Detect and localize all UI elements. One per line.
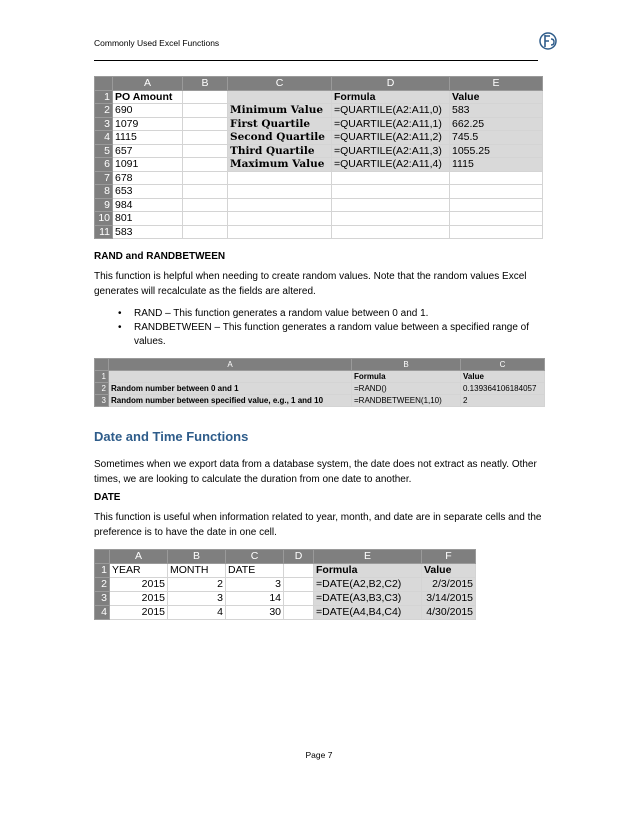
cell[interactable]: Second Quartile — [228, 131, 332, 145]
column-header-d[interactable]: D — [284, 550, 314, 564]
cell[interactable] — [228, 212, 332, 226]
column-header-a[interactable]: A — [109, 359, 352, 371]
table-row — [95, 90, 543, 104]
table-row — [95, 371, 545, 383]
cell[interactable]: 0.139364106184057 — [461, 383, 545, 395]
cell[interactable] — [450, 212, 543, 226]
table-row — [95, 578, 476, 592]
header-title: Commonly Used Excel Functions — [94, 38, 220, 48]
select-all-corner[interactable] — [95, 77, 113, 91]
cell[interactable] — [183, 171, 228, 185]
select-all-corner[interactable] — [95, 550, 110, 564]
column-header-a[interactable]: A — [110, 550, 168, 564]
table-row — [95, 383, 545, 395]
table-row — [95, 225, 543, 239]
column-header-c[interactable]: C — [226, 550, 284, 564]
cell[interactable]: =QUARTILE(A2:A11,0) — [332, 104, 450, 118]
cell[interactable] — [183, 90, 228, 104]
page-number: Page 7 — [305, 750, 333, 760]
cell[interactable] — [332, 212, 450, 226]
cell[interactable]: Formula — [314, 564, 422, 578]
cell[interactable] — [183, 198, 228, 212]
cell[interactable] — [228, 90, 332, 104]
cell[interactable]: Value — [422, 564, 476, 578]
table-row — [95, 564, 476, 578]
cell[interactable] — [284, 592, 314, 606]
cell[interactable] — [228, 185, 332, 199]
cell[interactable]: First Quartile — [228, 117, 332, 131]
column-header-b[interactable]: B — [352, 359, 461, 371]
cell[interactable]: 2/3/2015 — [422, 578, 476, 592]
cell[interactable]: 657 — [113, 144, 183, 158]
cell[interactable]: 1079 — [113, 117, 183, 131]
row-header[interactable]: 7 — [95, 171, 113, 185]
column-header-a[interactable]: A — [113, 77, 183, 91]
bullet-text: RAND – This function generates a random value between 0 and 1. — [134, 308, 429, 319]
cell[interactable]: 4 — [168, 606, 226, 620]
cell[interactable] — [284, 564, 314, 578]
cell[interactable]: 583 — [113, 225, 183, 239]
column-header-row — [95, 550, 476, 564]
column-header-b[interactable]: B — [183, 77, 228, 91]
cell[interactable] — [183, 117, 228, 131]
cell[interactable]: =DATE(A3,B3,C3) — [314, 592, 422, 606]
cell[interactable]: =RAND() — [352, 383, 461, 395]
cell[interactable]: 1091 — [113, 158, 183, 172]
cell[interactable]: 3 — [226, 578, 284, 592]
table-row — [95, 606, 476, 620]
row-header[interactable]: 1 — [95, 371, 109, 383]
row-header[interactable]: 3 — [95, 592, 110, 606]
table-row — [95, 158, 543, 172]
row-header[interactable]: 1 — [95, 564, 110, 578]
column-header-d[interactable]: D — [332, 77, 450, 91]
date-spreadsheet — [94, 549, 476, 620]
table-row — [95, 171, 543, 185]
cell[interactable] — [109, 371, 352, 383]
cell[interactable] — [332, 198, 450, 212]
circular-logo-icon — [537, 30, 559, 52]
cell[interactable] — [183, 131, 228, 145]
cell[interactable]: =QUARTILE(A2:A11,4) — [332, 158, 450, 172]
cell[interactable] — [228, 171, 332, 185]
cell[interactable]: 4/30/2015 — [422, 606, 476, 620]
cell[interactable]: 14 — [226, 592, 284, 606]
column-header-e[interactable]: E — [314, 550, 422, 564]
cell[interactable]: Value — [450, 90, 543, 104]
rand-paragraph: This function is helpful when needing to create random values. Note that the random values Excel generates will recalculate as the fields are altered. — [94, 271, 527, 297]
column-header-c[interactable]: C — [228, 77, 332, 91]
row-header[interactable]: 4 — [95, 606, 110, 620]
cell[interactable] — [332, 225, 450, 239]
cell[interactable] — [183, 212, 228, 226]
cell[interactable]: 3 — [168, 592, 226, 606]
datetime-paragraph: Sometimes when we export data from a database system, the date does not extract as neatly. Other times, we are looking to calculate the duration from one date to another. — [94, 459, 537, 485]
row-header[interactable]: 2 — [95, 383, 109, 395]
cell[interactable]: =DATE(A4,B4,C4) — [314, 606, 422, 620]
cell[interactable]: 984 — [113, 198, 183, 212]
table-row — [95, 395, 545, 407]
row-header[interactable]: 6 — [95, 158, 113, 172]
row-header[interactable]: 3 — [95, 395, 109, 407]
cell[interactable]: 745.5 — [450, 131, 543, 145]
cell[interactable] — [450, 185, 543, 199]
table-row — [95, 117, 543, 131]
cell[interactable]: 2015 — [110, 606, 168, 620]
table-row — [95, 131, 543, 145]
row-header[interactable]: 8 — [95, 185, 113, 199]
cell[interactable]: Formula — [332, 90, 450, 104]
cell[interactable]: 2015 — [110, 592, 168, 606]
cell[interactable]: 653 — [113, 185, 183, 199]
cell[interactable]: 678 — [113, 171, 183, 185]
cell[interactable] — [450, 225, 543, 239]
column-header-f[interactable]: F — [422, 550, 476, 564]
cell[interactable]: Value — [461, 371, 545, 383]
row-header[interactable]: 4 — [95, 131, 113, 145]
cell[interactable]: 1115 — [113, 131, 183, 145]
cell[interactable] — [450, 198, 543, 212]
cell[interactable] — [450, 171, 543, 185]
column-header-row — [95, 359, 545, 371]
quartile-spreadsheet — [94, 76, 543, 239]
cell[interactable]: 30 — [226, 606, 284, 620]
cell[interactable]: 662.25 — [450, 117, 543, 131]
date-paragraph: This function is useful when information related to year, month, and date are in separate cells and the preference is to have the date in one cell. — [94, 512, 542, 538]
rand-spreadsheet — [94, 358, 545, 407]
datetime-heading: Date and Time Functions — [94, 429, 249, 444]
row-header[interactable]: 1 — [95, 90, 113, 104]
table-row — [95, 104, 543, 118]
cell[interactable]: Formula — [352, 371, 461, 383]
cell[interactable]: =DATE(A2,B2,C2) — [314, 578, 422, 592]
cell[interactable]: 3/14/2015 — [422, 592, 476, 606]
rand-heading: RAND and RANDBETWEEN — [94, 251, 226, 262]
table-row — [95, 185, 543, 199]
table-row — [95, 592, 476, 606]
cell[interactable]: YEAR — [110, 564, 168, 578]
cell[interactable]: =RANDBETWEEN(1,10) — [352, 395, 461, 407]
cell[interactable]: Maximum Value — [228, 158, 332, 172]
cell[interactable] — [284, 578, 314, 592]
cell[interactable]: 801 — [113, 212, 183, 226]
column-header-b[interactable]: B — [168, 550, 226, 564]
cell[interactable] — [183, 104, 228, 118]
column-header-row — [95, 77, 543, 91]
cell[interactable]: 583 — [450, 104, 543, 118]
cell[interactable] — [228, 198, 332, 212]
row-header[interactable]: 2 — [95, 578, 110, 592]
row-header[interactable]: 11 — [95, 225, 113, 239]
cell[interactable]: 2 — [168, 578, 226, 592]
cell[interactable] — [183, 144, 228, 158]
select-all-corner[interactable] — [95, 359, 109, 371]
cell[interactable] — [183, 225, 228, 239]
cell[interactable]: Random number between specified value, e.g., 1 and 10 — [109, 395, 352, 407]
cell[interactable]: 2015 — [110, 578, 168, 592]
cell[interactable] — [332, 171, 450, 185]
cell[interactable]: =QUARTILE(A2:A11,1) — [332, 117, 450, 131]
cell[interactable] — [228, 225, 332, 239]
cell[interactable]: 1115 — [450, 158, 543, 172]
cell[interactable] — [284, 606, 314, 620]
row-header[interactable]: 5 — [95, 144, 113, 158]
cell[interactable]: Random number between 0 and 1 — [109, 383, 352, 395]
cell[interactable]: =QUARTILE(A2:A11,2) — [332, 131, 450, 145]
row-header[interactable]: 2 — [95, 104, 113, 118]
cell[interactable] — [332, 185, 450, 199]
cell[interactable] — [183, 158, 228, 172]
bullet-text: RANDBETWEEN – This function generates a random value between a specified range of values. — [134, 322, 530, 347]
row-header[interactable]: 10 — [95, 212, 113, 226]
cell[interactable]: MONTH — [168, 564, 226, 578]
cell[interactable]: Third Quartile — [228, 144, 332, 158]
date-heading: DATE — [94, 492, 121, 503]
cell[interactable]: DATE — [226, 564, 284, 578]
column-header-e[interactable]: E — [450, 77, 543, 91]
column-header-c[interactable]: C — [461, 359, 545, 371]
table-row — [95, 144, 543, 158]
cell[interactable]: 690 — [113, 104, 183, 118]
cell[interactable]: =QUARTILE(A2:A11,3) — [332, 144, 450, 158]
row-header[interactable]: 9 — [95, 198, 113, 212]
header-rule — [94, 60, 538, 61]
cell[interactable] — [183, 185, 228, 199]
cell[interactable]: 1055.25 — [450, 144, 543, 158]
table-row — [95, 198, 543, 212]
row-header[interactable]: 3 — [95, 117, 113, 131]
cell[interactable]: Minimum Value — [228, 104, 332, 118]
table-row — [95, 212, 543, 226]
cell[interactable]: 2 — [461, 395, 545, 407]
cell[interactable]: PO Amount — [113, 90, 183, 104]
